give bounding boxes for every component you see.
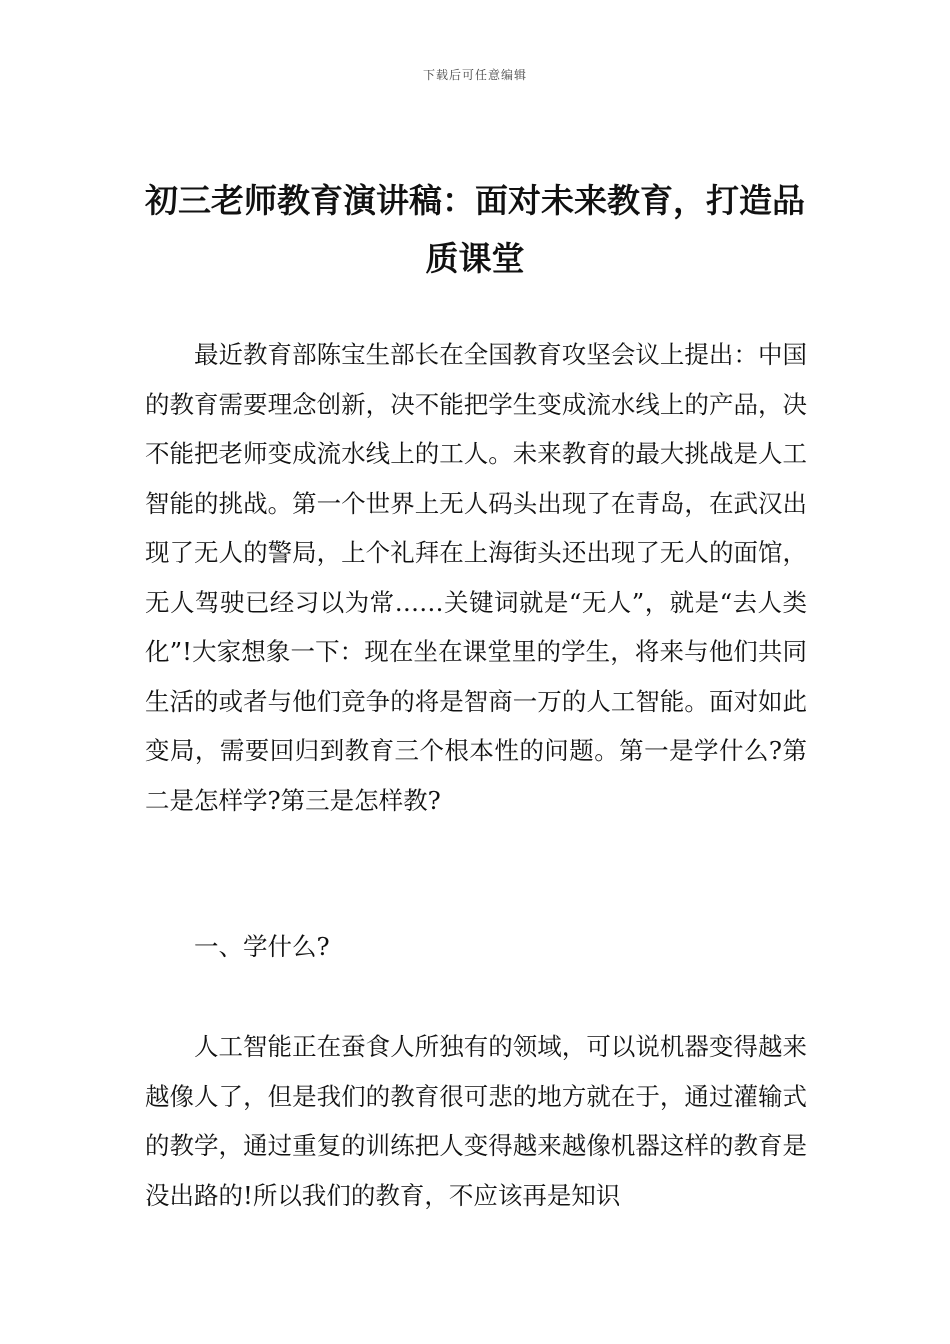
section-heading: 一、学什么? [194,932,330,961]
document-title: 初三老师教育演讲稿：面对未来教育，打造品质课堂 [145,181,805,278]
section-paragraph: 人工智能正在蚕食人所独有的领域，可以说机器变得越来越像人了，但是我们的教育很可悲的地方就在于，通过灌输式的教学，通过重复的训练把人变得越来越像机器这样的教育是没出路的!所以我们的教育，不应该再是知识 [145,1032,807,1210]
intro-paragraph: 最近教育部陈宝生部长在全国教育攻坚会议上提出：中国的教育需要理念创新，决不能把学生变成流水线上的产品，决不能把老师变成流水线上的工人。未来教育的最大挑战是人工智能的挑战。第一个世界上无人码头出现了在青岛，在武汉出现了无人的警局，上个礼拜在上海街头还出现了无人的面馆，无人驾驶已经习以为常……关键词就是“无人”，就是“去人类化”!大家想象一下：现在坐在课堂里的学生，将来与他们共同生活的或者与他们竞争的将是智商一万的人工智能。面对如此变局，需要回归到教育三个根本性的问题。第一是学什么?第二是怎样学?第三是怎样教? [145,340,807,815]
header-note: 下载后可任意编辑 [422,68,527,82]
